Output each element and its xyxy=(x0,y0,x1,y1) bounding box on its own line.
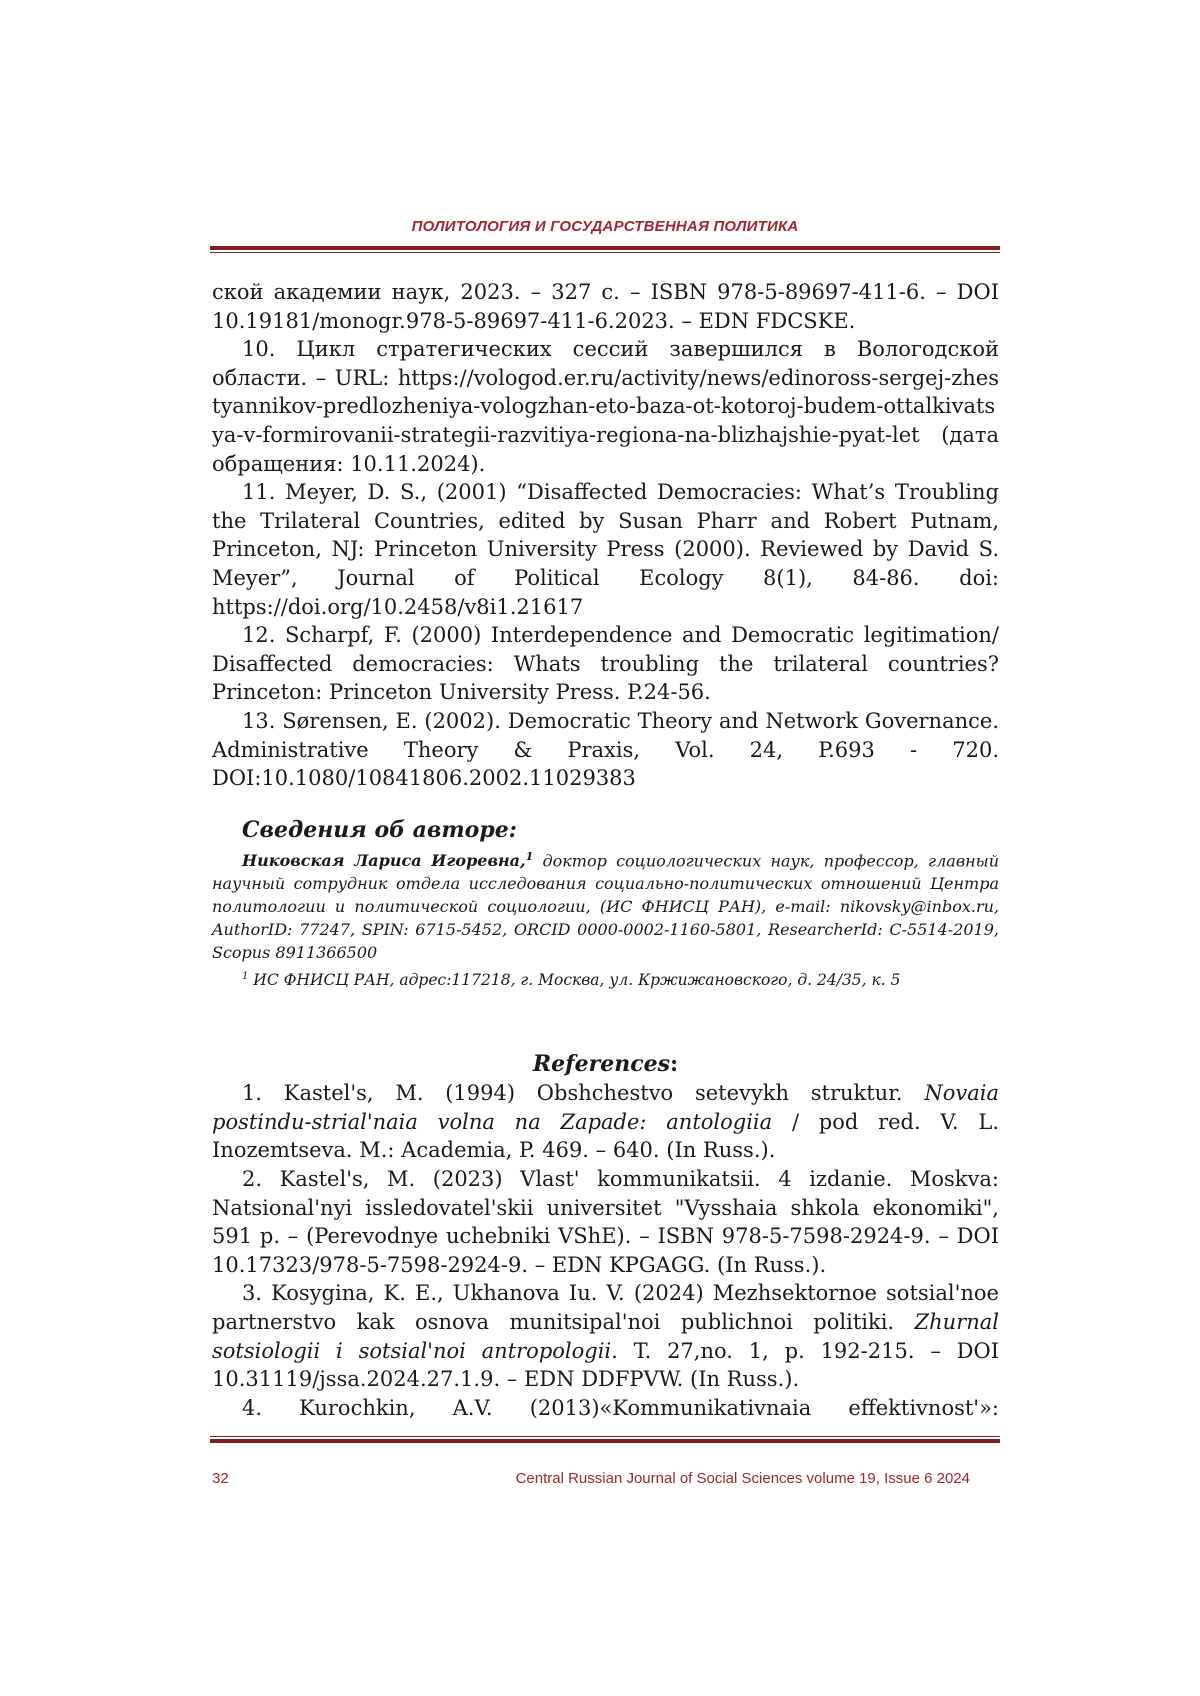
references-heading: References: xyxy=(532,1051,679,1078)
reference-en-3: 3. Kosygina, K. E., Ukhanova Iu. V. (2024) Mezhsektornoe sotsial'noe partnerstvo kak osnova munitsipal'noi publichnoi politiki. Zhurnal sotsiologii i sotsial'noi antropologii. T. 27,no. 1, p. 192-215. – DOI 10.31119/jssa.2024.27.1.9. – EDN DDFPVW. (In Russ.). xyxy=(212,1281,999,1392)
author-footnote-mark: 1 xyxy=(525,849,534,863)
header-rule xyxy=(210,246,1000,253)
reference-12: 12. Scharpf, F. (2000) Interdependence and Democratic legitimation/ Disaffected democracies: Whats troubling the trilateral countries? Princeton: Princeton University Press. P.24-56. xyxy=(212,623,999,705)
reference-en-1: 1. Kastel's, M. (1994) Obshchestvo setevykh struktur. Novaia postindu-strial'naia volna na Zapade: antologiia / pod red. V. L. Inozemtseva. M.: Academia, P. 469. – 640. (In Russ.). xyxy=(212,1081,999,1163)
running-header: ПОЛИТОЛОГИЯ И ГОСУДАРСТВЕННАЯ ПОЛИТИКА xyxy=(411,218,799,235)
reference-10 xyxy=(212,335,999,478)
author-name: Никовская Лариса Игоревна, xyxy=(242,851,526,871)
reference-10-url[interactable]: https://vologod.er.ru/activity/news/edinoross-sergej-zhestyannikov-predlozheniya-vologzhan-eto-baza-ot-kotoroj-budem-ottalkivatsya-v-formirovanii-strategii-razvitiya-regiona-na-blizhajshie-pyat-let xyxy=(212,365,999,447)
reference-en-3-journal: Zhurnal sotsiologii i sotsial'noi antropologii xyxy=(212,1309,999,1363)
page-body xyxy=(212,278,999,1422)
reference-10-date: (дата обращения: 10.11.2024). xyxy=(212,422,999,476)
footer-rule xyxy=(210,1436,1000,1443)
footnote-mark: 1 xyxy=(242,971,249,983)
reference-en-4: 4. Kurochkin, A.V. (2013)«Kommunikativnaia effektivnost'»: xyxy=(242,1395,999,1420)
journal-name: Central Russian Journal of Social Sciences volume 19, Issue 6 2024 xyxy=(515,1470,970,1487)
author-info xyxy=(212,845,999,964)
author-footnote xyxy=(212,964,999,993)
reference-en-1-title: Novaia postindu-strial'naia volna na Zapade: antologiia xyxy=(212,1081,999,1134)
footnote-text: ИС ФНИСЦ РАН, адрес:117218, г. Москва, ул. Кржижановского, д. 24/35, к. 5 xyxy=(248,971,901,990)
reference-9-continued: ской академии наук, 2023. – 327 с. – ISBN 978-5-89697-411-6. – DOI 10.19181/monogr.978-5-89697-411-6.2023. – EDN FDCSKE. xyxy=(212,280,999,333)
author-details: доктор социологических наук, профессор, главный научный сотрудник отдела исследования социально-политических отношений Центра политологии и политической социологии, (ИС ФНИСЦ РАН), e-mail: nikovsky@inbox.ru, AuthorID: 77247, SPIN: 6715-5452, ORCID 0000-0002-1160-5801, ResearcherId: С-5514-2019, Scopus 8911366500 xyxy=(212,851,1000,963)
reference-11: 11. Meyer, D. S., (2001) “Disaffected Democracies: What’s Troubling the Trilateral Countries, edited by Susan Pharr and Robert Putnam, Princeton, NJ: Princeton University Press (2000). Reviewed by David S. Meyer”, Journal of Political Ecology 8(1), 84-86. doi: https://doi.org/10.2458/v8i1.21617 xyxy=(212,480,999,619)
reference-10-text: 10. Цикл стратегических сессий завершился в Вологодской области. – URL: xyxy=(212,337,999,390)
reference-13: 13. Sørensen, E. (2002). Democratic Theory and Network Governance. Administrative Theory & Praxis, Vol. 24, P.693 - 720. DOI:10.1080/10841806.2002.11029383 xyxy=(212,708,999,791)
page-number: 32 xyxy=(212,1470,229,1487)
reference-en-2: 2. Kastel's, M. (2023) Vlast' kommunikatsii. 4 izdanie. Moskva: Natsional'nyi issledovatel'skii universitet "Vysshaia shkola ekonomiki", 591 p. – (Perevodnye uchebniki VShE). – ISBN 978-5-7598-2924-9. – DOI 10.17323/978-5-7598-2924-9. – EDN KPGAGG. (In Russ.). xyxy=(212,1166,999,1277)
author-heading: Сведения об авторе: xyxy=(242,816,517,843)
